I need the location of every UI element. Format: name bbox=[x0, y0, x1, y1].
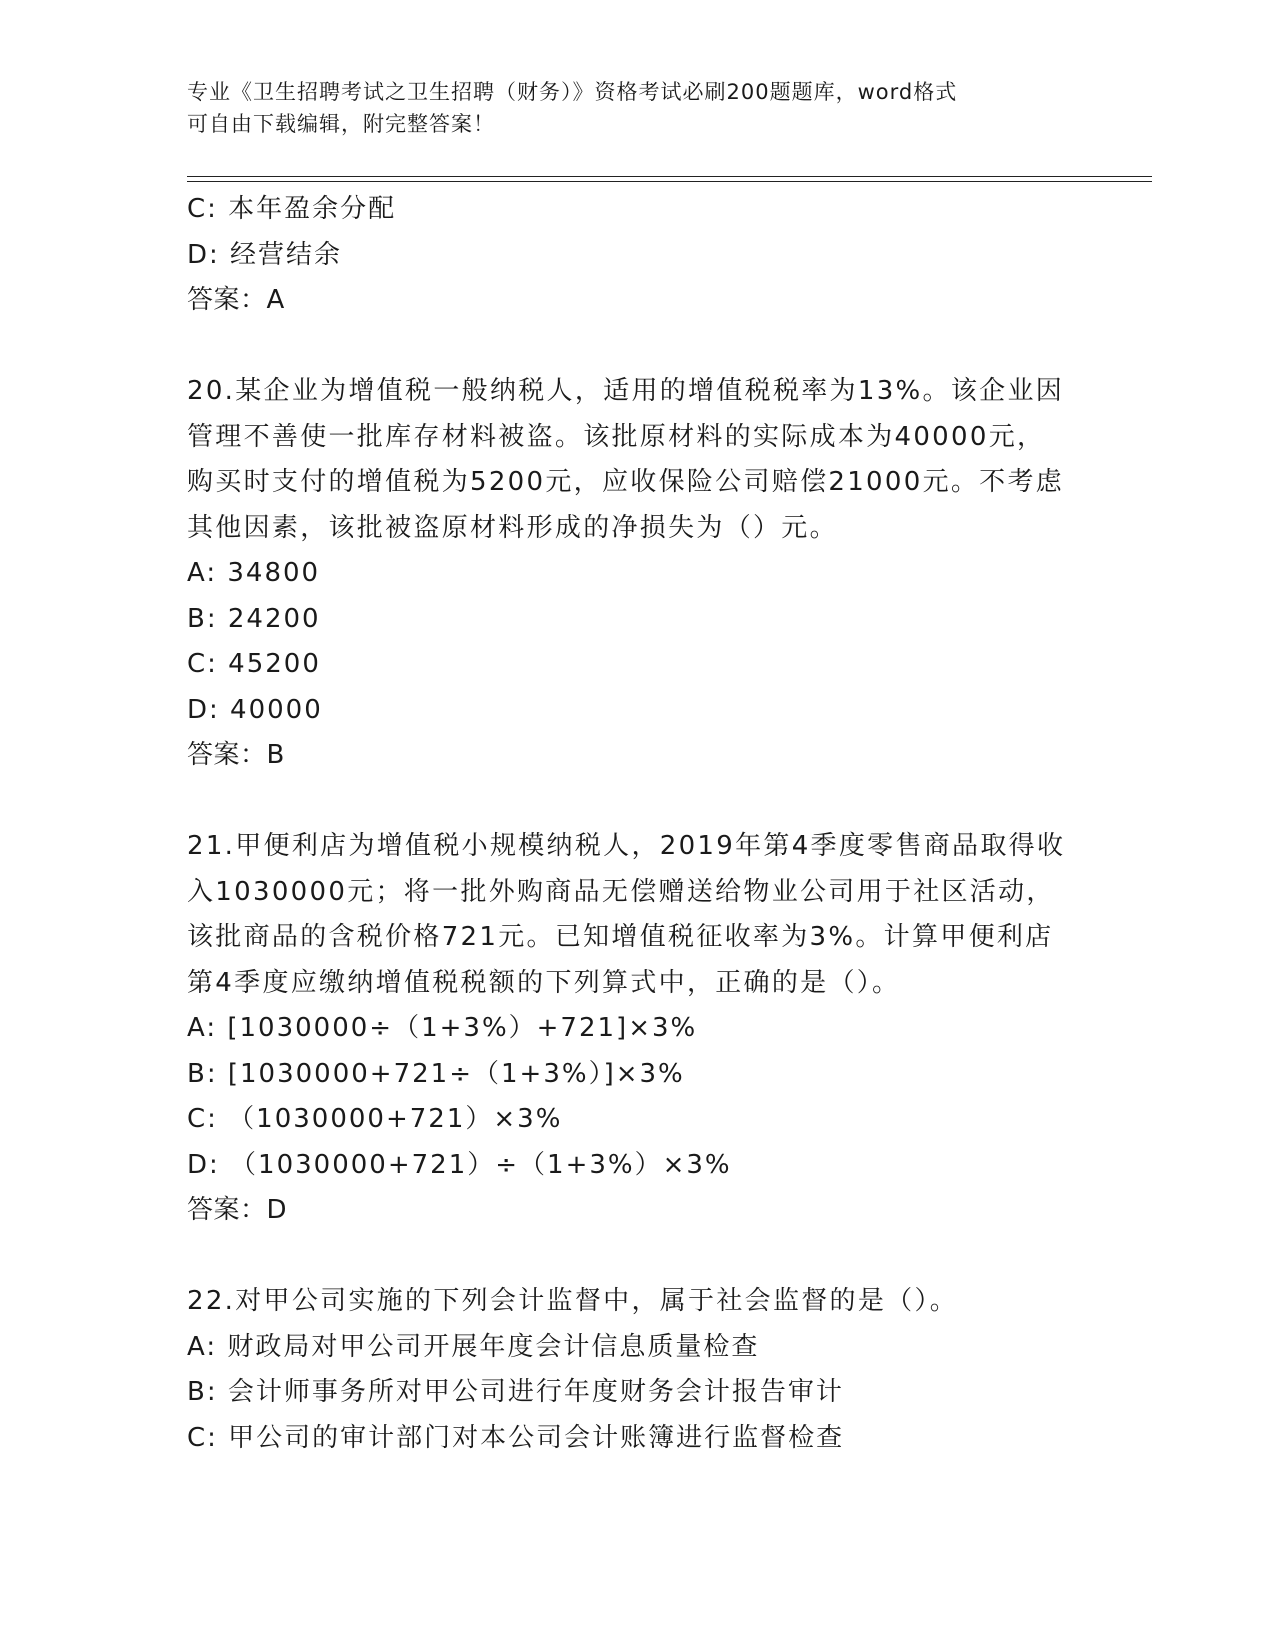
option-d: D: （1030000+721）÷（1+3%）×3% bbox=[187, 1149, 732, 1180]
question-19-tail bbox=[187, 187, 1087, 324]
question-gap bbox=[187, 324, 1087, 370]
stem-line: 21.甲便利店为增值税小规模纳税人，2019年第4季度零售商品取得收 bbox=[187, 831, 1066, 861]
answer-line: 答案：A bbox=[187, 285, 285, 315]
stem-line: 22.对甲公司实施的下列会计监督中，属于社会监督的是（）。 bbox=[187, 1286, 959, 1316]
question-stem bbox=[187, 369, 1087, 551]
stem-line: 第4季度应缴纳增值税税额的下列算式中，正确的是（）。 bbox=[187, 967, 901, 998]
option-c: C: 甲公司的审计部门对本公司会计账簿进行监督检查 bbox=[187, 1422, 845, 1453]
option-d: D: 经营结余 bbox=[187, 239, 343, 270]
stem-line: 管理不善使一批库存材料被盗。该批原材料的实际成本为40000元， bbox=[187, 421, 1046, 452]
header-line-1: 专业《卫生招聘考试之卫生招聘（财务）》资格考试必刷200题题库，word格式 bbox=[187, 80, 958, 104]
header-line-2: 可自由下载编辑，附完整答案！ bbox=[187, 112, 495, 136]
option-d: D: 40000 bbox=[187, 694, 323, 725]
question-21 bbox=[187, 824, 1087, 1234]
stem-line: 购买时支付的增值税为5200元，应收保险公司赔偿21000元。不考虑 bbox=[187, 467, 1065, 497]
stem-line: 入1030000元；将一批外购商品无偿赠送给物业公司用于社区活动， bbox=[187, 876, 1055, 907]
option-b: B: 24200 bbox=[187, 603, 321, 634]
stem-line: 其他因素，该批被盗原材料形成的净损失为（）元。 bbox=[187, 512, 838, 543]
question-gap bbox=[187, 779, 1087, 825]
option-a: A: [1030000÷（1+3%）+721]×3% bbox=[187, 1013, 698, 1043]
answer-line: 答案：B bbox=[187, 740, 285, 770]
option-a: A: 34800 bbox=[187, 558, 321, 588]
option-b: B: [1030000+721÷（1+3%）]×3% bbox=[187, 1058, 685, 1089]
option-c: C: （1030000+721）×3% bbox=[187, 1104, 563, 1134]
option-a: A: 财政局对甲公司开展年度会计信息质量检查 bbox=[187, 1331, 760, 1362]
option-b: B: 会计师事务所对甲公司进行年度财务会计报告审计 bbox=[187, 1377, 844, 1407]
answer-line: 答案：D bbox=[187, 1195, 288, 1225]
question-gap bbox=[187, 1234, 1087, 1280]
stem-line: 20.某企业为增值税一般纳税人，适用的增值税税率为13%。该企业因 bbox=[187, 376, 1065, 406]
header-divider bbox=[187, 176, 1152, 182]
option-c: C: 本年盈余分配 bbox=[187, 194, 397, 224]
stem-line: 该批商品的含税价格721元。已知增值税征收率为3%。计算甲便利店 bbox=[187, 922, 1054, 952]
question-stem bbox=[187, 824, 1087, 1006]
question-20 bbox=[187, 369, 1087, 779]
question-stem bbox=[187, 1279, 1087, 1325]
question-22 bbox=[187, 1279, 1087, 1461]
document-header bbox=[187, 76, 1087, 140]
question-list bbox=[187, 187, 1087, 1461]
option-c: C: 45200 bbox=[187, 649, 321, 679]
